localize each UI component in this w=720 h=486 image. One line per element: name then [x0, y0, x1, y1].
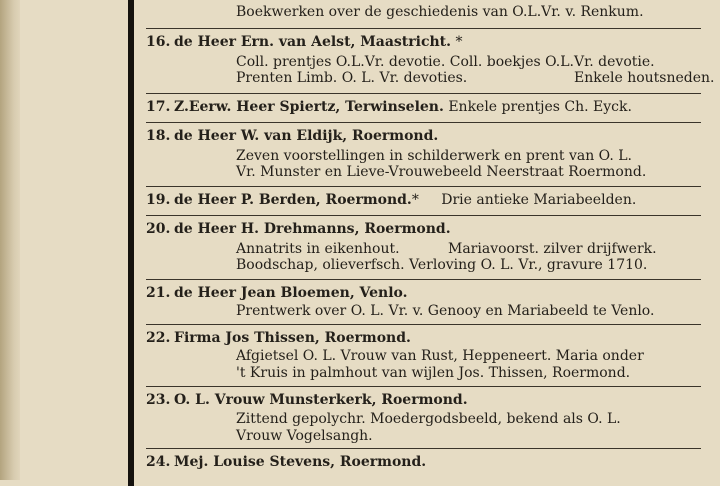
- entry-18-desc-1: Zeven voorstellingen in schilderwerk en prent van O. L.: [236, 148, 632, 164]
- lender-name: de Heer P. Berden, Roermond.: [174, 192, 412, 208]
- entry-number: 19.: [146, 192, 171, 208]
- entry-number: 22.: [146, 330, 171, 346]
- entry-16-heading: [146, 34, 462, 50]
- divider: [146, 386, 701, 387]
- entry-number: 17.: [146, 99, 171, 115]
- divider: [146, 448, 701, 449]
- lender-name: Firma Jos Thissen, Roermond.: [174, 330, 411, 346]
- entry-20-heading: [146, 221, 451, 237]
- entry-16-desc-right: Enkele houtsneden.: [574, 70, 715, 86]
- lender-name: de Heer Jean Bloemen, Venlo.: [174, 285, 408, 301]
- entry-24-heading: [146, 454, 426, 470]
- divider: [146, 215, 701, 216]
- lender-name: Mej. Louise Stevens, Roermond.: [174, 454, 427, 470]
- entry-19-heading: [146, 192, 636, 208]
- entry-18-heading: [146, 128, 438, 144]
- entry-number: 20.: [146, 221, 171, 237]
- divider: [146, 122, 701, 123]
- entry-23-desc-2: Vrouw Vogelsangh.: [236, 428, 373, 444]
- page-border-line: [128, 0, 134, 486]
- lender-name: de Heer Ern. van Aelst, Maastricht.: [174, 34, 452, 50]
- divider: [146, 28, 701, 29]
- lender-name: Z.Eerw. Heer Spiertz, Terwinselen.: [174, 99, 444, 115]
- entry-20-desc-right: Mariavoorst. zilver drijfwerk.: [448, 241, 657, 257]
- entry-17-heading: [146, 99, 632, 115]
- asterisk-mark: *: [455, 34, 463, 50]
- entry-22-desc-1: Afgietsel O. L. Vrouw van Rust, Heppeneert. Maria onder: [236, 348, 644, 364]
- entry-20-desc-1: Annatrits in eikenhout. Mariavoorst. zilver drijfwerk.: [236, 241, 657, 257]
- entry-15-desc-1: Boekwerken over de geschiedenis van O.L.Vr. v. Renkum.: [236, 4, 644, 20]
- entry-number: 21.: [146, 285, 171, 301]
- lender-name: de Heer W. van Eldijk, Roermond.: [174, 128, 439, 144]
- lender-name: de Heer H. Drehmanns, Roermond.: [174, 221, 451, 237]
- entry-22-heading: [146, 330, 411, 346]
- entry-number: 16.: [146, 34, 171, 50]
- entry-16-desc-1: Coll. prentjes O.L.Vr. devotie. Coll. boekjes O.L.Vr. devotie.: [236, 54, 655, 70]
- entry-20-desc-2: Boodschap, olieverfsch. Verloving O. L. Vr., gravure 1710.: [236, 257, 648, 273]
- asterisk-mark: *: [411, 192, 419, 208]
- lender-name: O. L. Vrouw Munsterkerk, Roermond.: [174, 392, 468, 408]
- entry-number: 23.: [146, 392, 171, 408]
- entry-22-desc-2: 't Kruis in palmhout van wijlen Jos. Thissen, Roermond.: [236, 365, 631, 381]
- entry-number: 18.: [146, 128, 171, 144]
- lender-items: Enkele prentjes Ch. Eyck.: [448, 99, 632, 115]
- entry-21-heading: [146, 285, 408, 301]
- divider: [146, 324, 701, 325]
- entry-21-desc-1: Prentwerk over O. L. Vr. v. Genooy en Mariabeeld te Venlo.: [236, 303, 655, 319]
- entry-23-desc-1: Zittend gepolychr. Moedergodsbeeld, bekend als O. L.: [236, 411, 621, 427]
- entry-23-heading: [146, 392, 468, 408]
- entry-number: 24.: [146, 454, 171, 470]
- lender-items: Drie antieke Mariabeelden.: [441, 192, 637, 208]
- divider: [146, 186, 701, 187]
- entry-16-desc-2: Prenten Limb. O. L. Vr. devoties. Enkele houtsneden.: [236, 70, 715, 86]
- divider: [146, 279, 701, 280]
- book-gutter-shadow: [0, 0, 20, 480]
- entry-18-desc-2: Vr. Munster en Lieve-Vrouwebeeld Neerstraat Roermond.: [236, 164, 647, 180]
- divider: [146, 93, 701, 94]
